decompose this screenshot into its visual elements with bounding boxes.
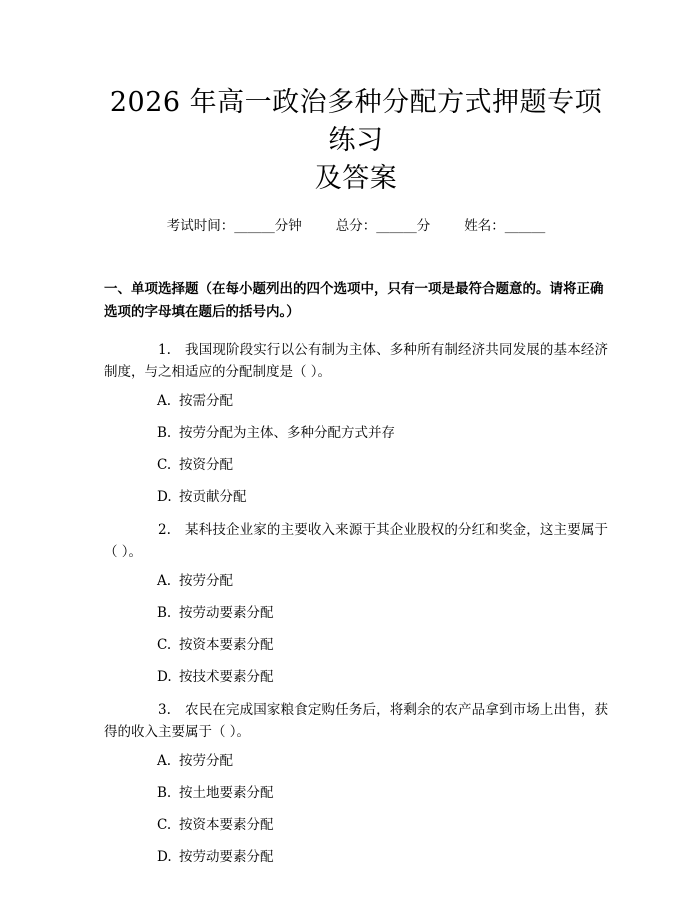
option-d	[157, 487, 608, 507]
question-stem	[104, 339, 608, 383]
option-b	[157, 423, 608, 443]
option-text: 按需分配	[179, 393, 233, 409]
title-line-1: 2026 年高一政治多种分配方式押题专项练习	[109, 87, 603, 156]
option-letter: C.	[157, 457, 172, 473]
exam-time: 考试时间：______分钟	[166, 218, 302, 234]
question-1	[104, 339, 608, 507]
option-d	[157, 847, 608, 867]
title-line-2: 及答案	[314, 163, 398, 194]
option-letter: B.	[157, 605, 172, 621]
option-text: 按技术要素分配	[179, 669, 274, 685]
option-b	[157, 603, 608, 623]
option-letter: B.	[157, 425, 172, 441]
question-text: 我国现阶段实行以公有制为主体、多种所有制经济共同发展的基本经济制度，与之相适应的分配制度是（ ）。	[104, 342, 608, 380]
option-c	[157, 455, 608, 475]
option-text: 按劳动要素分配	[179, 849, 274, 865]
option-text: 按资本要素分配	[179, 637, 274, 653]
exam-score: 总分：______分	[335, 218, 431, 234]
option-a	[157, 571, 608, 591]
option-letter: B.	[157, 785, 172, 801]
option-letter: A.	[157, 753, 172, 769]
question-2	[104, 519, 608, 687]
option-text: 按劳分配为主体、多种分配方式并存	[179, 425, 395, 441]
section-heading: 一、单项选择题（在每小题列出的四个选项中，只有一项是最符合题意的。请将正确选项的字母填在题后的括号内。）	[104, 281, 604, 320]
option-letter: D.	[157, 669, 172, 685]
exam-info	[104, 216, 608, 236]
option-letter: C.	[157, 817, 172, 833]
option-text: 按土地要素分配	[179, 785, 274, 801]
question-text: 某科技企业家的主要收入来源于其企业股权的分红和奖金，这主要属于（ ）。	[104, 522, 608, 560]
question-3	[104, 699, 608, 867]
option-text: 按劳分配	[179, 753, 233, 769]
exam-name: 姓名：______	[464, 218, 546, 234]
option-list	[104, 571, 608, 687]
question-number: 1.	[158, 342, 171, 358]
document-title	[104, 0, 608, 198]
option-a	[157, 751, 608, 771]
option-list	[104, 391, 608, 507]
option-text: 按贡献分配	[179, 489, 247, 505]
option-letter: A.	[157, 573, 172, 589]
question-stem	[104, 519, 608, 563]
option-list	[104, 751, 608, 867]
question-number: 3.	[158, 702, 171, 718]
option-text: 按资分配	[179, 457, 233, 473]
option-letter: D.	[157, 489, 172, 505]
option-letter: D.	[157, 849, 172, 865]
option-text: 按资本要素分配	[179, 817, 274, 833]
option-text: 按劳分配	[179, 573, 233, 589]
option-d	[157, 667, 608, 687]
option-a	[157, 391, 608, 411]
question-list	[104, 339, 608, 867]
option-letter: A.	[157, 393, 172, 409]
option-text: 按劳动要素分配	[179, 605, 274, 621]
option-c	[157, 815, 608, 835]
question-stem	[104, 699, 608, 743]
question-number: 2.	[158, 522, 171, 538]
option-letter: C.	[157, 637, 172, 653]
option-c	[157, 635, 608, 655]
option-b	[157, 783, 608, 803]
question-text: 农民在完成国家粮食定购任务后，将剩余的农产品拿到市场上出售，获得的收入主要属于（ ）。	[104, 702, 608, 740]
